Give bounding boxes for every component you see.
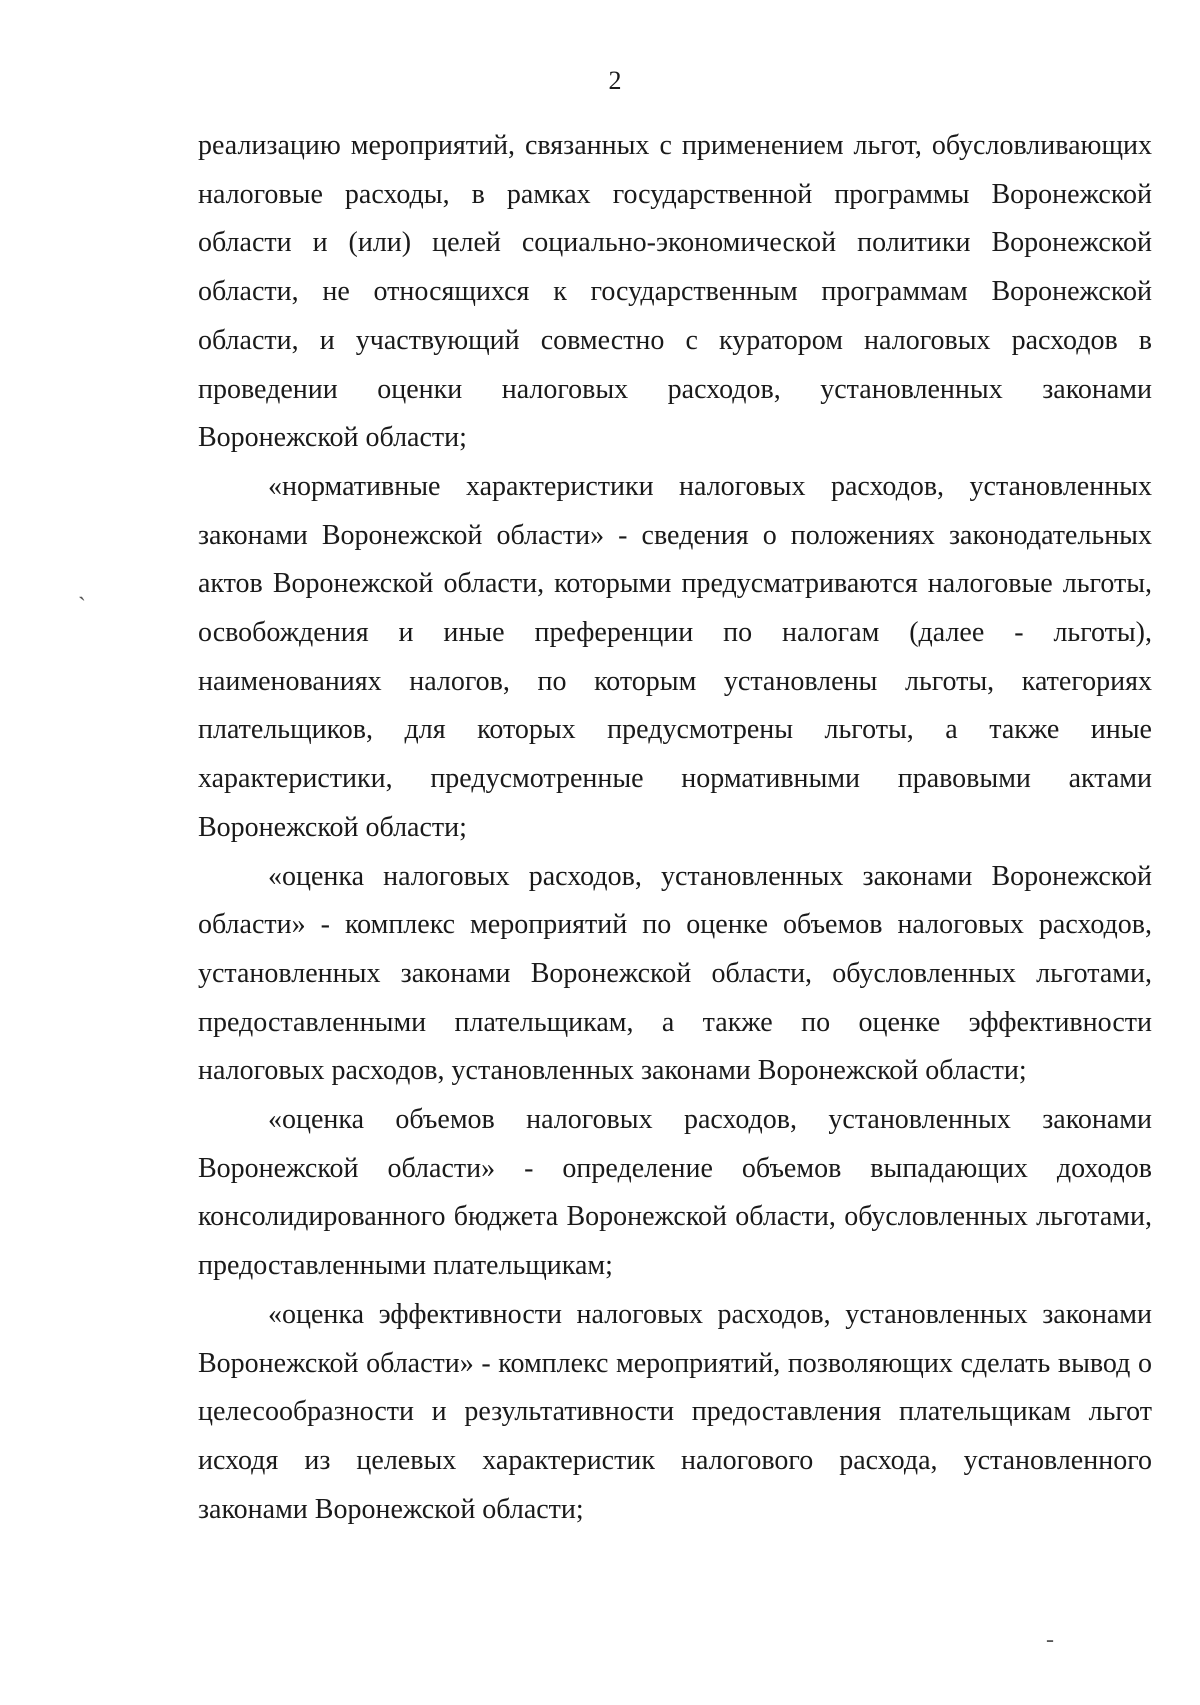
paragraph-efficiency-assessment: «оценка эффективности налоговых расходов, установленных законами Воронежской области» - комплекс мероприятий, позволяющих сделать вывод о целесообразности и результативности предоставления плательщикам льгот исходя из целевых характеристик налогового расхода, установленного законами Воронежской области;: [198, 1298, 1152, 1525]
margin-scan-mark: ˏ: [78, 575, 86, 601]
document-body: [198, 122, 1152, 1534]
paragraph-volume-assessment: «оценка объемов налоговых расходов, установленных законами Воронежской области» - определение объемов выпадающих доходов консолидированного бюджета Воронежской области, обусловленных льготами, предоставленными плательщикам;: [198, 1104, 1152, 1282]
bottom-scan-mark: -: [1046, 1627, 1054, 1653]
paragraph-tax-expense-assessment: «оценка налоговых расходов, установленных законами Воронежской области» - комплекс мероприятий по оценке объемов налоговых расходов, установленных законами Воронежской области, обусловленных льготами, предоставленными плательщикам, а также по оценке эффективности налоговых расходов, установленных законами Воронежской области;: [198, 860, 1152, 1087]
page-number: 2: [608, 66, 622, 95]
paragraph-normative-characteristics: «нормативные характеристики налоговых расходов, установленных законами Воронежской области» - сведения о положениях законодательных актов Воронежской области, которыми предусматриваются налоговые льготы, освобождения и иные преференции по налогам (далее - льготы), наименованиях налогов, по которым установлены льготы, категориях плательщиков, для которых предусмотрены льготы, а также иные характеристики, предусмотренные нормативными правовыми актами Воронежской области;: [198, 470, 1152, 843]
paragraph-continuation: реализацию мероприятий, связанных с применением льгот, обусловливающих налоговые расходы, в рамках государственной программы Воронежской области и (или) целей социально-экономической политики Воронежской области, не относящихся к государственным программам Воронежской области, и участвующий совместно с куратором налоговых расходов в проведении оценки налоговых расходов, установленных законами Воронежской области;: [198, 130, 1152, 454]
